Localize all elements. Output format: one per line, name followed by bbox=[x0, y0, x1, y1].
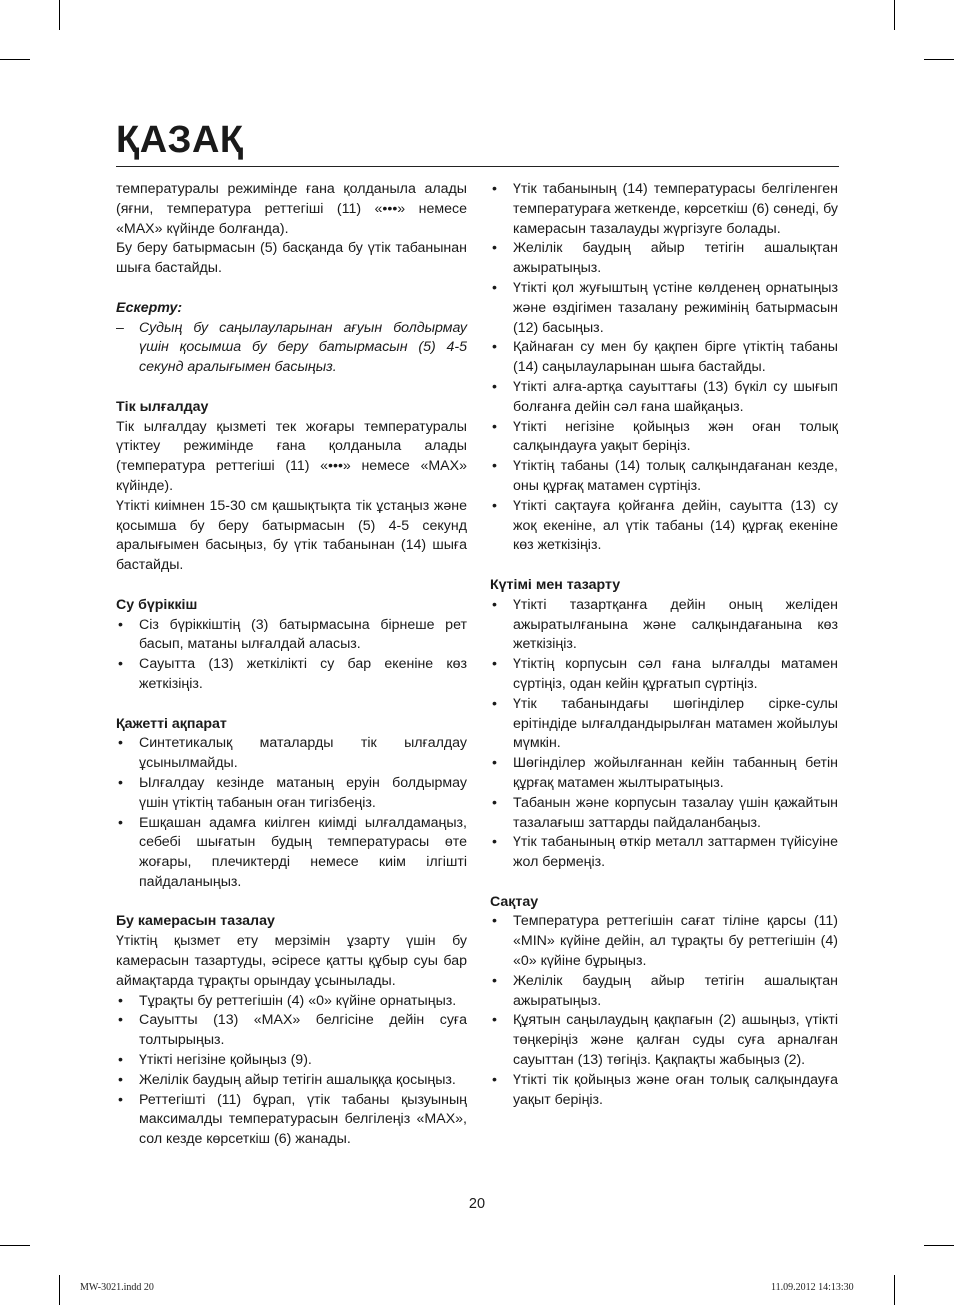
list-item: • Үтікті қол жуғыштың үстіне көлденең орнатыңыз және өздігімен тазалану режимінің батырмасын (12) басыңыз. bbox=[492, 279, 838, 336]
list-item: • Үтікті сақтауға қойғанға дейін, сауытта (13) су жоқ екеніне, ал үтік табаны (14) құрғақ екеніне көз жеткізіңіз. bbox=[492, 497, 838, 554]
bullet-list bbox=[116, 992, 467, 1150]
crop-mark bbox=[59, 1275, 60, 1305]
left-column bbox=[116, 180, 467, 1150]
bullet-list bbox=[490, 180, 838, 556]
bullet-list bbox=[490, 912, 838, 1110]
list-item: • Үтікті тазартқанға дейін оның желіден ажыратылғанына және салқындағанына көз жеткізіңіз. bbox=[492, 596, 838, 653]
list-item: • Сіз бүріккіштің (3) батырмасына бірнеше рет басып, матаны ылғалдай аласыз. bbox=[118, 616, 467, 653]
intro-paragraph: температуралы режимінде ғана қолданыла алады (яғни, температура реттегіші (11) «•••» немесе «MAX» күйінде болғанда). bbox=[116, 181, 467, 237]
bullet-marker: • bbox=[492, 755, 497, 772]
list-item: • Үтік табанының өткір металл заттармен түйісуіне жол бермеңіз. bbox=[492, 834, 838, 871]
crop-mark bbox=[924, 1245, 954, 1246]
list-item: • Үтік табанындағы шөгінділер сірке-сулы ерітіндіде ылғалдандырылған матамен жойылуы мүмкін. bbox=[492, 695, 838, 752]
list-item: • Синтетикалық маталарды тік ылғалдау ұсынылмайды. bbox=[118, 735, 467, 772]
crop-mark bbox=[894, 1275, 895, 1305]
bullet-marker: • bbox=[118, 992, 123, 1009]
bullet-marker: • bbox=[492, 834, 497, 851]
list-item: • Тұрақты бу реттегішін (4) «0» күйіне орнатыңыз. bbox=[116, 992, 467, 1012]
section-heading: Сақтау bbox=[490, 893, 539, 910]
bullet-marker: • bbox=[492, 378, 497, 395]
bullet-marker: • bbox=[492, 695, 497, 712]
page-title: ҚАЗАҚ bbox=[116, 119, 244, 161]
bullet-marker: • bbox=[118, 616, 123, 633]
list-item: • Үтікті негізіне қойыңыз жән оған толық салқындауға уақыт беріңіз. bbox=[492, 418, 838, 455]
section-paragraph: Тік ылғалдау қызметі тек жоғары температуралы үтіктеу режимінде ғана қолданыла алады (температура реттегіші (11) «•••» немесе «MAX» күйінде). bbox=[116, 418, 467, 494]
list-item: • Ешқашан адамға киілген киімді ылғалдамаңыз, себебі шығатын будың температурасы өте жоғары, плечиктерді немесе киім ілгішті пайдаланыңыз. bbox=[118, 814, 467, 890]
print-datetime: 11.09.2012 14:13:30 bbox=[771, 1282, 854, 1293]
section-heading: Күтімі мен тазарту bbox=[490, 576, 621, 593]
crop-mark bbox=[0, 59, 30, 60]
list-item: • Сауытта (13) жеткілікті су бар екеніне көз жеткізіңіз. bbox=[118, 656, 467, 692]
file-slug: MW-3021.indd 20 bbox=[80, 1282, 154, 1293]
intro-paragraph: Бу беру батырмасын (5) басқанда бу үтік табанынан шыға бастайды. bbox=[116, 240, 467, 277]
list-item: • Үтіктің табаны (14) толық салқындағанан кезде, оны құрғақ матамен сүртіңіз. bbox=[492, 458, 838, 494]
section-paragraph: Үтікті киімнен 15-30 см қашықтықта тік ұстаңыз және қосымша бу беру батырмасын (5) 4-5 секунд аралығымен басыңыз, бу үтік табанынан (14) шыға бастайды. bbox=[116, 497, 467, 574]
dash-marker: – bbox=[116, 319, 124, 336]
bullet-marker: • bbox=[492, 497, 497, 514]
bullet-marker: • bbox=[118, 1052, 123, 1069]
list-item: • Қайнаған су мен бу қақпен бірге үтіктің табаны (14) саңылауларынан шыға бастайды. bbox=[492, 339, 838, 376]
bullet-marker: • bbox=[118, 774, 123, 791]
right-column bbox=[490, 180, 838, 1110]
section-heading: Тік ылғалдау bbox=[116, 398, 209, 415]
bullet-marker: • bbox=[492, 418, 497, 435]
list-item: • Реттегішті (11) бұрап, үтік табаны қызуының максималды температурасын белгілеңіз «MAX», сол кезде көрсеткіш (6) жанады. bbox=[118, 1091, 467, 1148]
title-rule bbox=[116, 166, 839, 167]
bullet-marker: • bbox=[118, 1071, 123, 1088]
section-heading: Қажетті ақпарат bbox=[116, 715, 227, 732]
crop-mark bbox=[894, 0, 895, 30]
bullet-marker: • bbox=[492, 913, 497, 930]
bullet-marker: • bbox=[492, 972, 497, 989]
bullet-marker: • bbox=[118, 814, 123, 831]
bullet-marker: • bbox=[492, 1071, 497, 1088]
note-text: – Судың бу саңылауларынан ағуын болдырмау үшін қосымша бу беру батырмасын (5) 4-5 секунд аралығымен басыңыз. bbox=[116, 319, 467, 376]
bullet-marker: • bbox=[118, 1012, 123, 1029]
list-item: • Ылғалдау кезінде матаның еруін болдырмау үшін үтіктің табанын оған тигізбеңіз. bbox=[118, 774, 467, 811]
list-item: • Табанын және корпусын тазалау үшін қажайтын тазалағыш заттарды пайдаланбаңыз. bbox=[492, 794, 838, 831]
bullet-marker: • bbox=[492, 181, 497, 197]
list-item: • Желілік баудың айыр тетігін ашалыққа қосыңыз. bbox=[116, 1071, 467, 1091]
crop-mark bbox=[59, 0, 60, 30]
list-item: • Желілік баудың айыр тетігін ашалықтан ажыратыңыз. bbox=[492, 972, 838, 1009]
bullet-marker: • bbox=[492, 458, 497, 475]
bullet-list bbox=[116, 616, 467, 695]
list-item: • Сауытты (13) «MAX» белгісіне дейін суға толтырыңыз. bbox=[118, 1012, 467, 1049]
bullet-list bbox=[116, 734, 467, 892]
list-item: • Температура реттегішін сағат тіліне қарсы (11) «MIN» күйіне дейін, ал тұрақты бу реттегішін (4) «0» күйіне бұрыңыз. bbox=[492, 913, 838, 970]
page-number: 20 bbox=[468, 1196, 486, 1212]
list-item: • Үтіктің корпусын сәл ғана ылғалды матамен сүртіңіз, одан кейін құрғатып сүртіңіз. bbox=[492, 656, 838, 692]
section-heading: Су бүріккіш bbox=[116, 596, 198, 613]
note-heading: Ескерту: bbox=[116, 299, 183, 316]
bullet-marker: • bbox=[492, 794, 497, 811]
section-paragraph: Үтіктің қызмет ету мерзімін ұзарту үшін бу камерасын тазартуды, әсіресе қатты құбыр суы бар аймақтарда тұрақты орындау ұсынылады. bbox=[116, 933, 467, 989]
bullet-marker: • bbox=[492, 279, 497, 296]
list-item: • Үтікті алға-артқа сауыттағы (13) бүкіл су шығып болғанға дейін сәл ғана шайқаңыз. bbox=[492, 378, 838, 415]
list-item: • Үтікті негізіне қойыңыз (9). bbox=[116, 1051, 467, 1071]
bullet-list bbox=[490, 596, 838, 873]
list-item: • Құятын саңылаудың қақпағын (2) ашыңыз, үтікті төңкеріңіз және қалған суды суға арналған сауыттан (13) төгіңіз. Қақпақты жабыңыз (2). bbox=[492, 1012, 838, 1069]
bullet-marker: • bbox=[492, 1012, 497, 1029]
crop-mark bbox=[0, 1245, 30, 1246]
bullet-marker: • bbox=[118, 1091, 123, 1108]
list-item: • Шөгінділер жойылғаннан кейін табанның бетін құрғақ матамен жылтыратыңыз. bbox=[492, 755, 838, 791]
bullet-marker: • bbox=[492, 339, 497, 356]
crop-mark bbox=[924, 59, 954, 60]
list-item: • Үтікті тік қойыңыз және оған толық салқындауға уақыт беріңіз. bbox=[492, 1071, 838, 1108]
list-item: • Үтік табанының (14) температурасы белгіленген температураға жеткенде, көрсеткіш (6) сөнеді, бу камерасын тазалауды жүргізуге болады. bbox=[492, 181, 838, 237]
list-item: • Желілік баудың айыр тетігін ашалықтан ажыратыңыз. bbox=[492, 240, 838, 277]
bullet-marker: • bbox=[118, 735, 123, 752]
bullet-marker: • bbox=[492, 240, 497, 257]
bullet-marker: • bbox=[492, 656, 497, 673]
bullet-marker: • bbox=[118, 656, 123, 673]
section-heading: Бу камерасын тазалау bbox=[116, 913, 275, 930]
bullet-marker: • bbox=[492, 596, 497, 613]
